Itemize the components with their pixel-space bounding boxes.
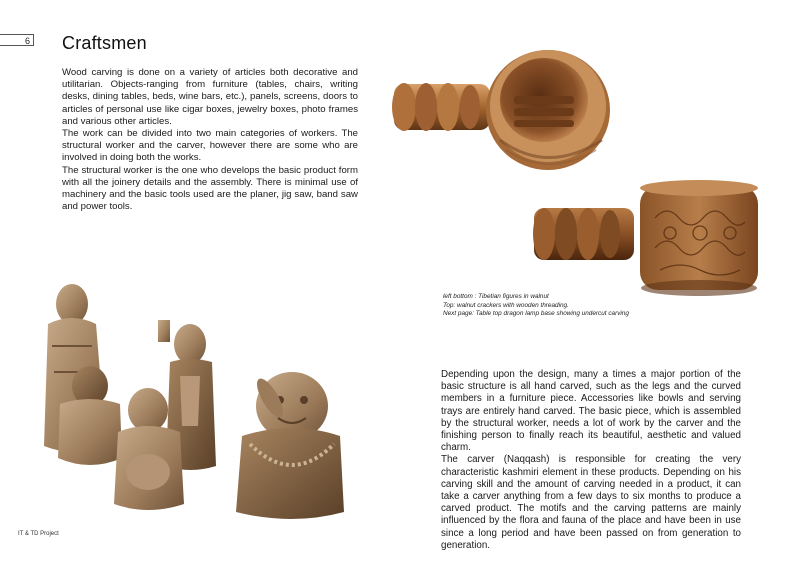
left-body-text	[62, 67, 358, 213]
page-title: Craftsmen	[62, 33, 147, 53]
thread-rod	[533, 208, 634, 260]
footer-project-label: IT & TD Project	[18, 531, 59, 537]
figure-right-large	[236, 372, 344, 519]
right-body-text	[441, 369, 741, 552]
left-paragraph-3: The structural worker is the one who develops the basic product form with all the joinery details and the assembly. There is minimal use of machinery and the basic tools used are the planer, jig saw, band saw and power tools.	[62, 164, 358, 213]
left-paragraph-1: Wood carving is done on a variety of articles both decorative and utilitarian. Objects-ranging from furniture (tables, chairs, writing desks, dining tables, beds, wine bars, etc.), panels, screens, doors to articles of personal use like cigar boxes, jewelry boxes, photo frames and various other articles.	[62, 67, 358, 127]
right-paragraph-2: The carver (Naqqash) is responsible for creating the very characteristic kashmiri element in these products. Depending on his carving skill and the amount of carving needed in a product, it can take a carver anything from a few days to six months to produce a carved product. The motifs and the carving patterns are mainly influenced by the flora and fauna of the place and have been in use since a long period and have been passed on from generation to generation.	[441, 454, 741, 551]
thread-rod	[392, 83, 490, 131]
photo-caption	[443, 293, 703, 319]
caption-line-1: left bottom : Tibetian figures in walnut	[443, 293, 549, 300]
right-paragraph-1: Depending upon the design, many a times a major portion of the basic structure is all hand carved, such as the legs and the curved members in a furniture piece. Accessories like bowls and serving trays are entirely hand carved. The basic piece, which is assembled by the structural worker, needs a lot of work by the carver and the finishing person to finally reach its beautiful, aesthetic and valued charm.	[441, 369, 741, 454]
walnut-cracker-carved-photo	[530, 178, 762, 300]
left-paragraph-2: The work can be divided into two main categories of workers. The structural worker and the carver, however there are some who are involved in doing both the works.	[62, 128, 358, 164]
tibetan-figures-photo	[30, 276, 350, 524]
walnut-cracker-top-photo	[388, 40, 618, 175]
page-number: 6	[0, 34, 34, 46]
caption-line-3: Next page: Table top dragon lamp base showing undercut carving	[443, 310, 629, 317]
caption-line-2: Top: walnut crackers with wooden threading.	[443, 301, 569, 309]
